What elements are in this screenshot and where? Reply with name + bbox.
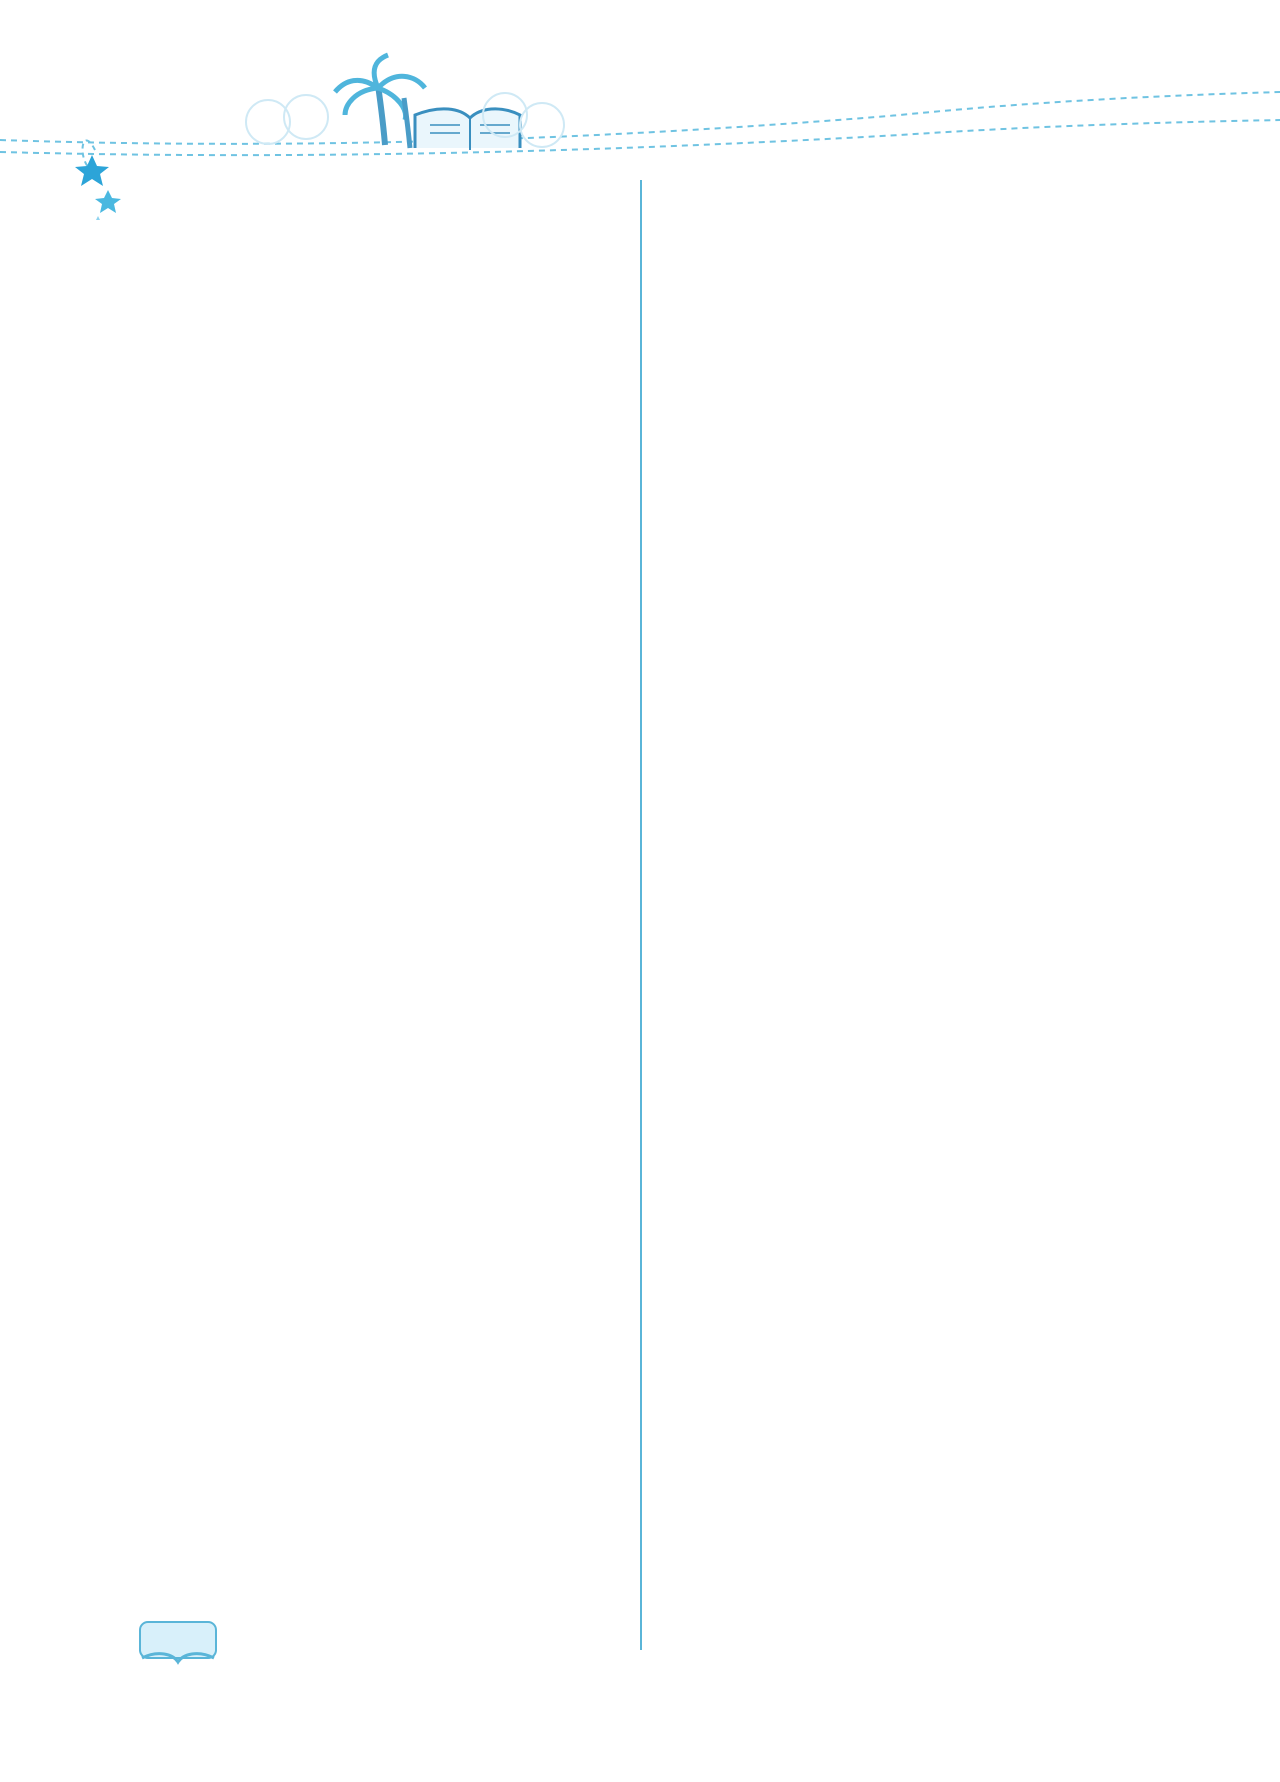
star-icon xyxy=(92,216,104,220)
column-divider xyxy=(640,180,642,1650)
book-icon xyxy=(138,1620,218,1666)
star-icon xyxy=(95,190,121,213)
star-icon xyxy=(75,155,109,186)
page-number-badge xyxy=(138,1620,218,1666)
